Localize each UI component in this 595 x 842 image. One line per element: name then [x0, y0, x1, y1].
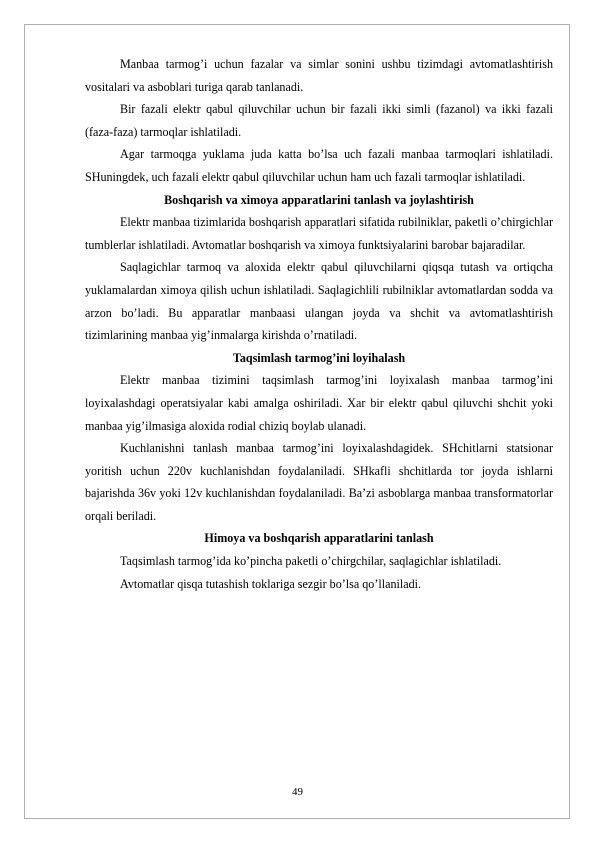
section-heading-1: Boshqarish va ximoya apparatlarini tanlash va joylashtirish	[164, 192, 474, 207]
paragraph-9: Avtomatlar qisqa tutashish toklariga sezgir bo’lsa qo’llaniladi.	[120, 576, 422, 591]
paragraph-7: Kuchlanishni tanlash manbaa tarmog’ini loyixalashdagidek. SHchitlarni statsionar yoritish uchun 220v kuchlanishdan foydalaniladi. SHkafli shchitlarda tor joyda ishlarni bajarishda 36v yoki 12v kuchlanishdan foydalaniladi. Ba’zi asboblarga manbaa transformatorlar orqali beriladi.	[85, 441, 553, 523]
section-heading-3: Himoya va boshqarish apparatlarini tanlash	[204, 531, 434, 546]
document-body	[85, 53, 553, 595]
paragraph-5: Saqlagichlar tarmoq va aloxida elektr qabul qiluvchilarni qiqsqa tutash va ortiqcha yuklamalardan ximoya qilish uchun ishlatiladi. Saqlagichlili rubilniklar avtomatlardan sodda va arzon bo’ladi. Bu apparatlar manbaasi ulangan joyda va shchit va avtomatlashtirish tizimlarining manbaa yig’inmalarga kirishda o’rnatiladi.	[85, 260, 553, 343]
page-number: 49	[292, 786, 303, 798]
section-heading-2: Taqsimlash tarmog’ini loyihalash	[232, 350, 406, 365]
paragraph-8: Taqsimlash tarmog’ida ko’pincha paketli o’chirgchilar, saqlagichlar ishlatiladi.	[120, 554, 502, 569]
paragraph-3: Agar tarmoqga yuklama juda katta bo’lsa uch fazali manbaa tarmoqlari ishlatiladi. SHuningdek, uch fazali elektr qabul qiluvchilar uchun ham uch fazali tarmoqlar ishlatiladi.	[85, 147, 553, 184]
paragraph-1: Manbaa tarmog’i uchun fazalar va simlar sonini ushbu tizimdagi avtomatlashtirish vositalari va asboblari turiga qarab tanlanadi.	[85, 57, 553, 94]
paragraph-6: Elektr manbaa tizimini taqsimlash tarmog’ini loyixalash manbaa tarmog’ini loyixalashdagi operatsiyalar kabi amalga oshiriladi. Xar bir elektr qabul qiluvchi shchit yoki manbaa yig’ilmasiga aloxida rodial chiziq boylab ulanadi.	[85, 373, 553, 433]
paragraph-4: Elektr manbaa tizimlarida boshqarish apparatlari sifatida rubilniklar, paketli o’chirgichlar tumblerlar ishlatiladi. Avtomatlar boshqarish va ximoya funktsiyalarini barobar bajaradilar.	[85, 215, 553, 252]
paragraph-2: Bir fazali elektr qabul qiluvchilar uchun bir fazali ikki simli (fazanol) va ikki fazali (faza-faza) tarmoqlar ishlatiladi.	[85, 102, 553, 139]
